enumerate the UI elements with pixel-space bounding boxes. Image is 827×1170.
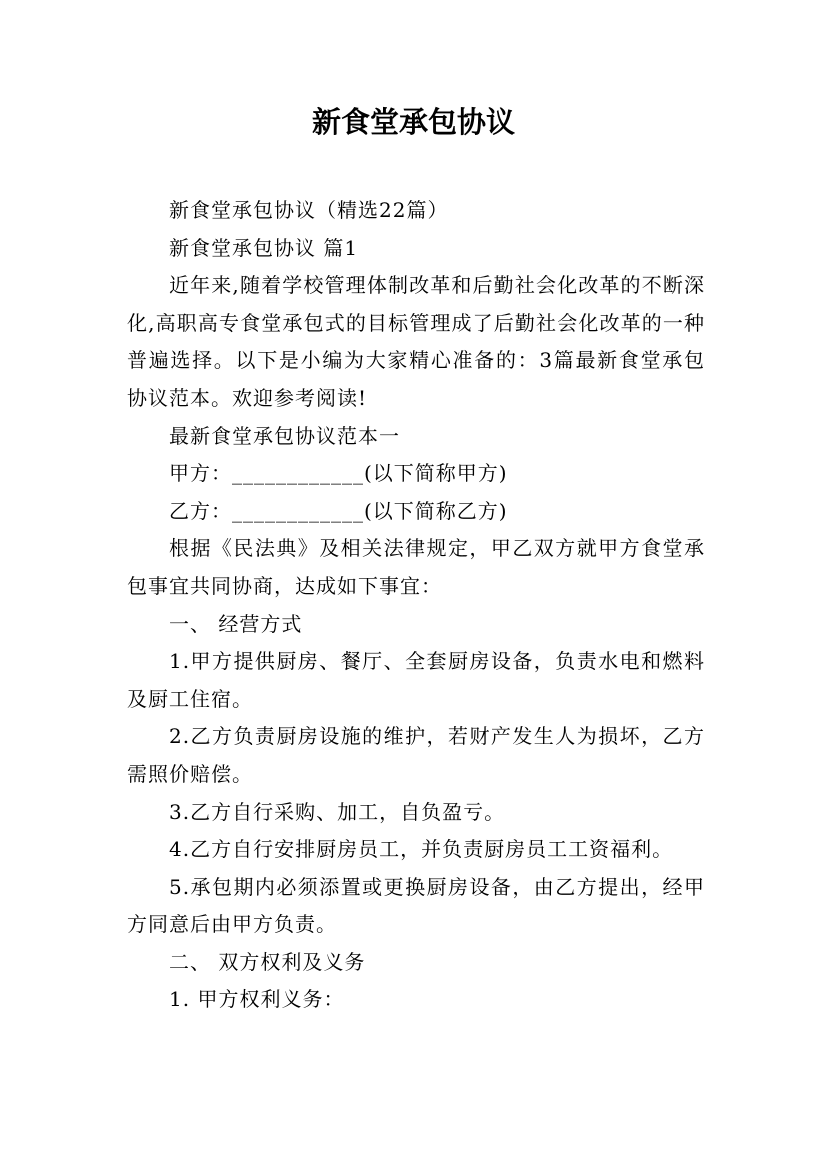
paragraph-template-heading: 最新食堂承包协议范本一	[169, 423, 400, 448]
paragraph-party-a: 甲方：____________(以下简称甲方)	[169, 461, 508, 486]
document-body	[127, 192, 705, 1019]
paragraph-clause-4: 4.乙方自行安排厨房员工，并负责厨房员工工资福利。	[169, 837, 674, 862]
paragraph-clause-1: 1.甲方提供厨房、餐厅、全套厨房设备，负责水电和燃料及厨工住宿。	[127, 649, 705, 711]
paragraph-heading-operation: 一、 经营方式	[169, 611, 303, 636]
document-title: 新食堂承包协议	[311, 105, 515, 139]
paragraph-party-a-rights: 1. 甲方权利义务：	[169, 987, 345, 1012]
paragraph-clause-2: 2.乙方负责厨房设施的维护，若财产发生人为损坏，乙方需照价赔偿。	[127, 724, 705, 786]
paragraph-clause-3: 3.乙方自行采购、加工，自负盈亏。	[169, 799, 506, 824]
paragraph-party-b: 乙方：____________(以下简称乙方)	[169, 498, 508, 523]
paragraph-subtitle: 新食堂承包协议（精选22篇）	[169, 198, 449, 222]
paragraph-section-heading: 新食堂承包协议 篇1	[169, 235, 359, 260]
paragraph-intro: 近年来,随着学校管理体制改革和后勤社会化改革的不断深化,高职高专食堂承包式的目标管理成了后勤社会化改革的一种普遍选择。以下是小编为大家精心准备的：3篇最新食堂承包协议范本。欢迎参考阅读!	[127, 273, 705, 410]
paragraph-clause-5: 5.承包期内必须添置或更换厨房设备，由乙方提出，经甲方同意后由甲方负责。	[127, 874, 705, 937]
paragraph-heading-rights: 二、 双方权利及义务	[169, 949, 366, 974]
paragraph-basis: 根据《民法典》及相关法律规定，甲乙双方就甲方食堂承包事宜共同协商，达成如下事宜：	[127, 536, 705, 598]
